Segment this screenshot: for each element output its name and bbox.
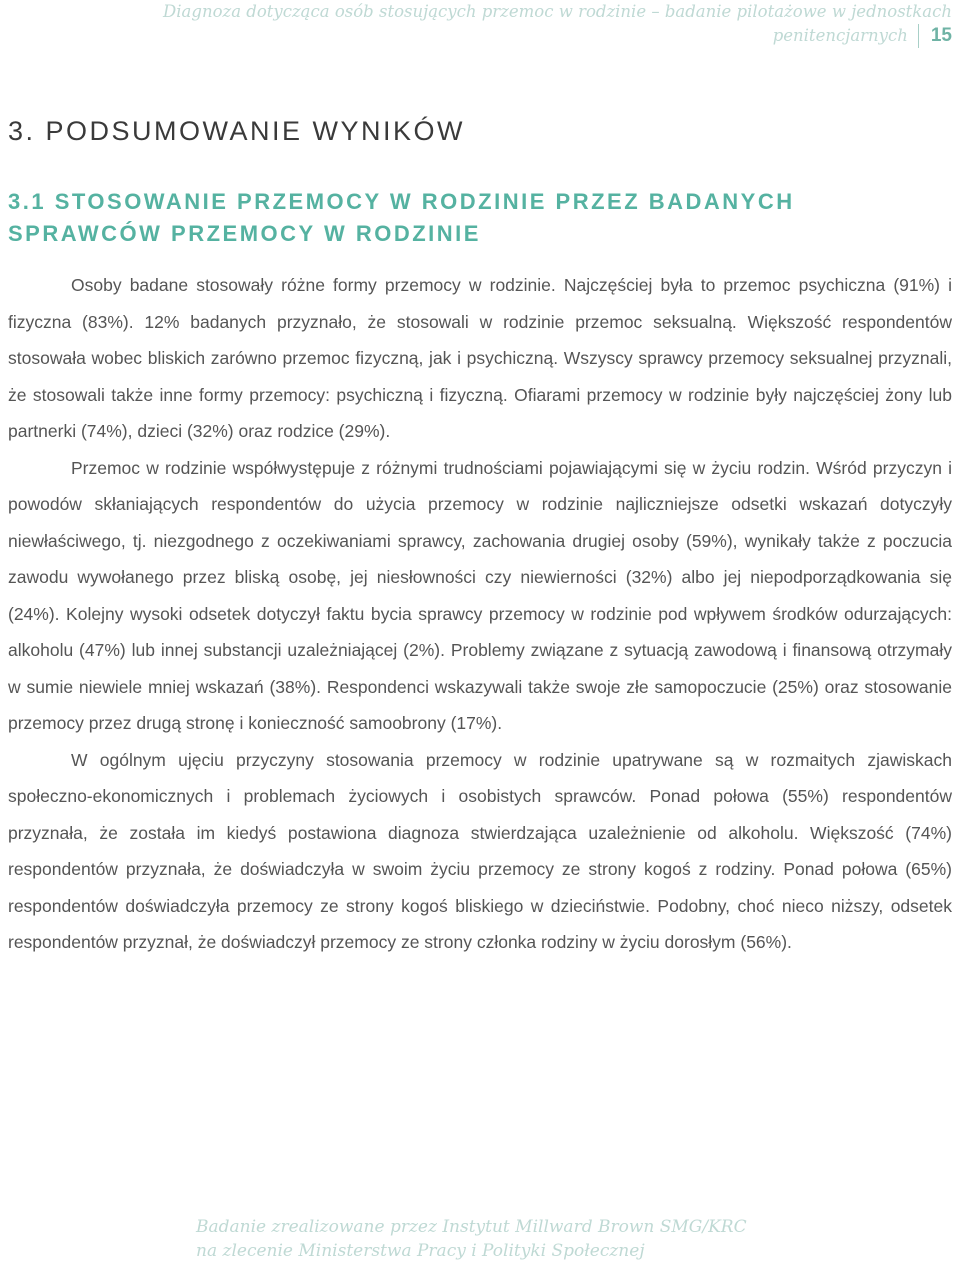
paragraph: Przemoc w rodzinie współwystępuje z różnymi trudnościami pojawiającymi się w życiu rodzin. Wśród przyczyn i powodów skłaniających respondentów do użycia przemocy w rodzinie najliczniejsze odsetki wskazań dotyczyły niewłaściwego, tj. niezgodnego z oczekiwaniami sprawcy, zachowania drugiej osoby (59%), wynikały także z poczucia zawodu wywołanego przez bliską osobę, jej niesłowności czy niewierności (32%) albo jej niepodporządkowania się (24%). Kolejny wysoki odsetek dotyczył faktu bycia sprawcy przemocy w rodzinie pod wpływem środków odurzających: alkoholu (47%) lub innej substancji uzależniającej (2%). Problemy związane z sytuacją zawodową i finansową otrzymały w sumie niewiele mniej wskazań (38%). Respondenci wskazywali także swoje złe samopoczucie (25%) oraz stosowanie przemocy przez drugą stronę i konieczność samoobrony (17%). xyxy=(8,457,952,733)
chapter-title: 3. PODSUMOWANIE WYNIKÓW xyxy=(8,116,466,146)
paragraph: W ogólnym ujęciu przyczyny stosowania przemocy w rodzinie upatrywane są w rozmaitych zjawiskach społeczno-ekonomicznych i problemach życiowych i osobistych sprawców. Ponad połowa (55%) respondentów przyznała, że została im kiedyś postawiona diagnoza stwierdzająca uzależnienie od alkoholu. Większość (74%) respondentów przyznała, że doświadczyła w swoim życiu przemocy ze strony kogoś z rodziny. Ponad połowa (65%) respondentów doświadczyła przemocy ze strony kogoś bliskiego w dzieciństwie. Podobny, choć nieco niższy, odsetek respondentów przyznał, że doświadczył przemocy ze strony członka rodziny w życiu dorosłym (56%). xyxy=(8,749,952,952)
section-title: 3.1 STOSOWANIE PRZEMOCY W RODZINIE PRZEZ BADANYCH SPRAWCÓW PRZEMOCY W RODZINIE xyxy=(8,189,795,246)
footer-line: na zlecenie Ministerstwa Pracy i Polityki Społecznej xyxy=(196,1241,645,1261)
running-header xyxy=(52,0,952,48)
footer-line: Badanie zrealizowane przez Instytut Millward Brown SMG/KRC xyxy=(196,1217,747,1237)
paragraph: Osoby badane stosowały różne formy przemocy w rodzinie. Najczęściej była to przemoc psychiczna (91%) i fizyczna (83%). 12% badanych przyznało, że stosowali w rodzinie przemoc seksualną. Większość respondentów stosowała wobec bliskich zarówno przemoc fizyczną, jak i psychiczną. Wszyscy sprawcy przemocy seksualnej przyznali, że stosowali także inne formy przemocy: psychiczną i fizyczną. Ofiarami przemocy w rodzinie były najczęściej żony lub partnerki (74%), dzieci (32%) oraz rodzice (29%). xyxy=(8,275,952,441)
running-header-title-line2: penitencjarnych xyxy=(772,26,908,45)
page-footer xyxy=(196,1215,747,1263)
body-text xyxy=(8,267,952,961)
running-header-title-cont xyxy=(52,24,952,48)
page-number: 15 xyxy=(918,24,952,48)
running-header-title: Diagnoza dotycząca osób stosujących przemoc w rodzinie – badanie pilotażowe w jednostkach xyxy=(163,2,952,21)
